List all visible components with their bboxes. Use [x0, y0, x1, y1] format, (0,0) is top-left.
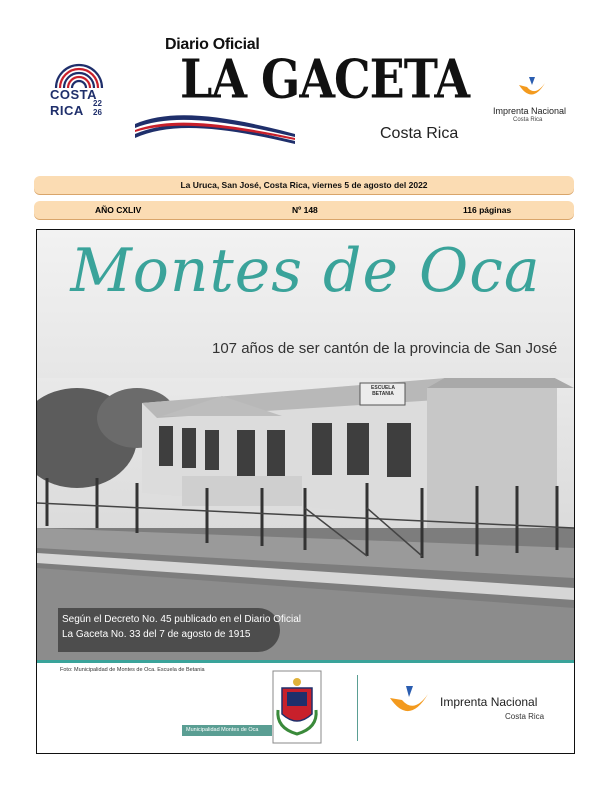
issue-year: AÑO CXLIV	[95, 205, 142, 215]
cover-subtitle: 107 años de ser cantón de la provincia de San José	[212, 340, 558, 357]
flag-ribbon-graphic	[130, 104, 300, 146]
diario-oficial-label: Diario Oficial	[165, 36, 260, 53]
imprenta-nacional-icon	[515, 75, 549, 105]
masthead-country: Costa Rica	[380, 125, 459, 142]
location-date: La Uruca, San José, Costa Rica, viernes 5 de agosto del 2022	[180, 180, 428, 190]
photo-credit: Foto: Municipalidad de Montes de Oca. Escuela de Betania	[60, 667, 205, 673]
footer-imprenta-sub: Costa Rica	[505, 712, 545, 721]
imprenta-name: Imprenta Nacional	[493, 106, 567, 116]
logo-rica-text: RICA	[50, 103, 84, 118]
footer-imprenta-name: Imprenta Nacional	[440, 695, 538, 709]
logo-costa-text: COSTA	[50, 87, 98, 102]
logo-year-top: 22	[93, 99, 102, 108]
logo-year-bottom: 26	[93, 108, 102, 117]
municipalidad-name: Municipalidad Montes de Oca	[186, 727, 259, 733]
decreto-line-2: La Gaceta No. 33 del 7 de agosto de 1915	[62, 629, 251, 640]
building-sign: ESCUELA BETANIA	[371, 385, 395, 397]
cover-title: Montes de Oca	[70, 236, 541, 306]
imprenta-sub: Costa Rica	[513, 117, 543, 123]
masthead-title: LA GACETA	[180, 48, 470, 111]
decreto-line-1: Según el Decreto No. 45 publicado en el Diario Oficial	[62, 614, 302, 625]
issue-number: Nº 148	[292, 205, 318, 215]
page-count: 116 páginas	[463, 205, 512, 215]
cover-frame	[36, 229, 575, 754]
